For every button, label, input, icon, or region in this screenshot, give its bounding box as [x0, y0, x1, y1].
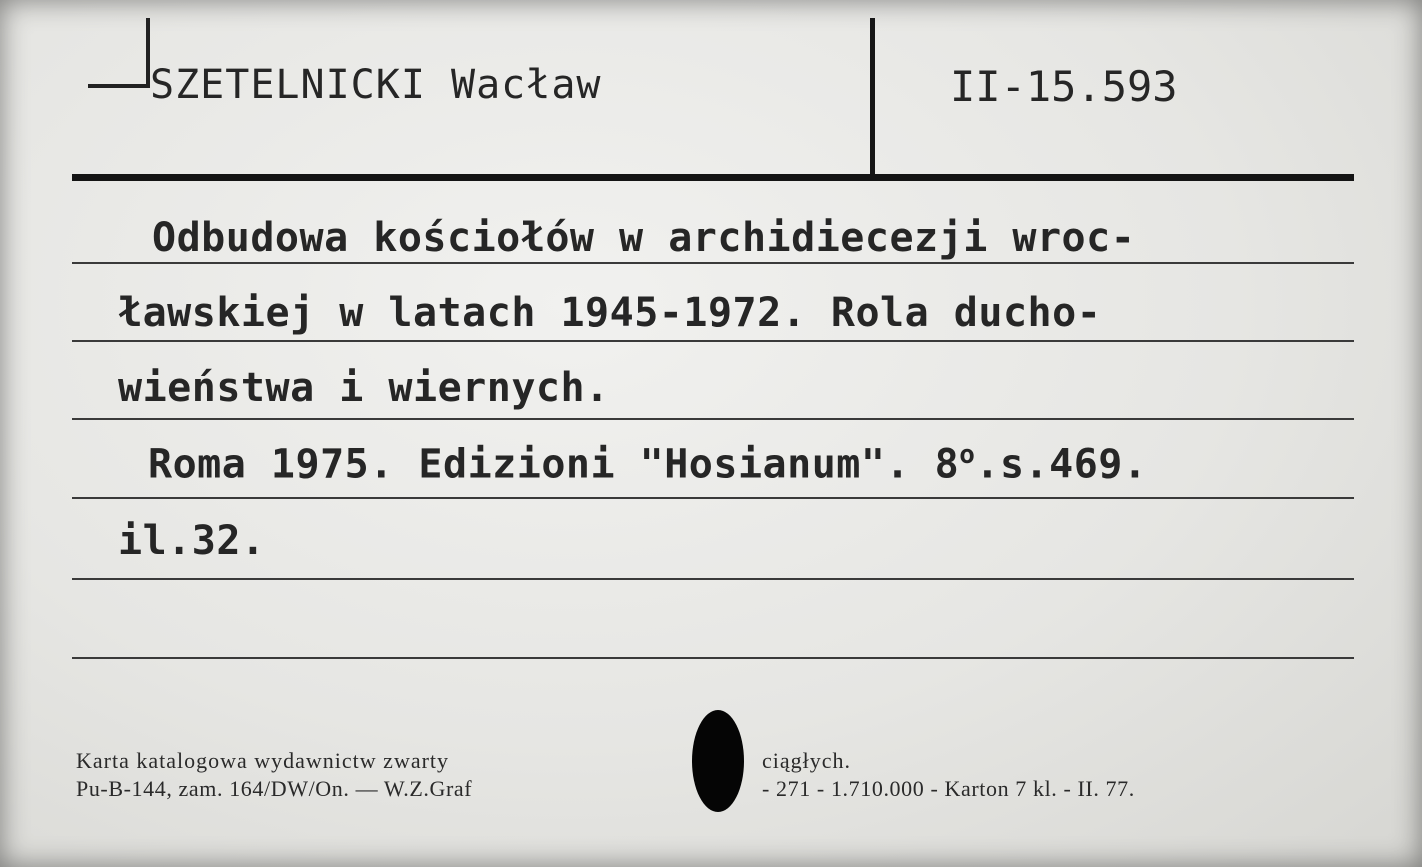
punch-hole [692, 710, 744, 812]
ruled-line-4 [72, 497, 1354, 499]
ruled-line-6 [72, 657, 1354, 659]
ruled-line-2 [72, 340, 1354, 342]
footer-line-1-left: Karta katalogowa wydawnictw zwarty [76, 748, 450, 773]
call-number: II-15.593 [950, 62, 1178, 111]
ruled-line-5 [72, 578, 1354, 580]
format-superscript: o [959, 440, 976, 470]
description-line-2: ławskiej w latach 1945-1972. Rola ducho- [118, 290, 1102, 336]
footer-line-1-right: ciągłych. [762, 748, 852, 773]
footer-line-2-right: - 271 - 1.710.000 - Karton 7 kl. - II. 77. [762, 776, 1135, 801]
description-line-3: wieństwa i wiernych. [118, 365, 610, 411]
description-line-5: il.32. [118, 518, 266, 564]
author-name: SZETELNICKI Wacław [150, 62, 602, 108]
footer-line-2-left: Pu-B-144, zam. 164/DW/On. — W.Z.Graf [76, 776, 473, 801]
header-divider [870, 18, 875, 178]
header-rule [72, 174, 1354, 181]
header-dash-mark [88, 84, 150, 88]
description-line-1: Odbudowa kościołów w archidiecezji wroc- [152, 215, 1136, 261]
ruled-line-3 [72, 418, 1354, 420]
ruled-line-1 [72, 262, 1354, 264]
publication-pages: .s.469. [975, 441, 1148, 488]
publication-text: Roma 1975. Edizioni "Hosianum". 8 [148, 441, 960, 488]
publication-line [148, 440, 1147, 487]
